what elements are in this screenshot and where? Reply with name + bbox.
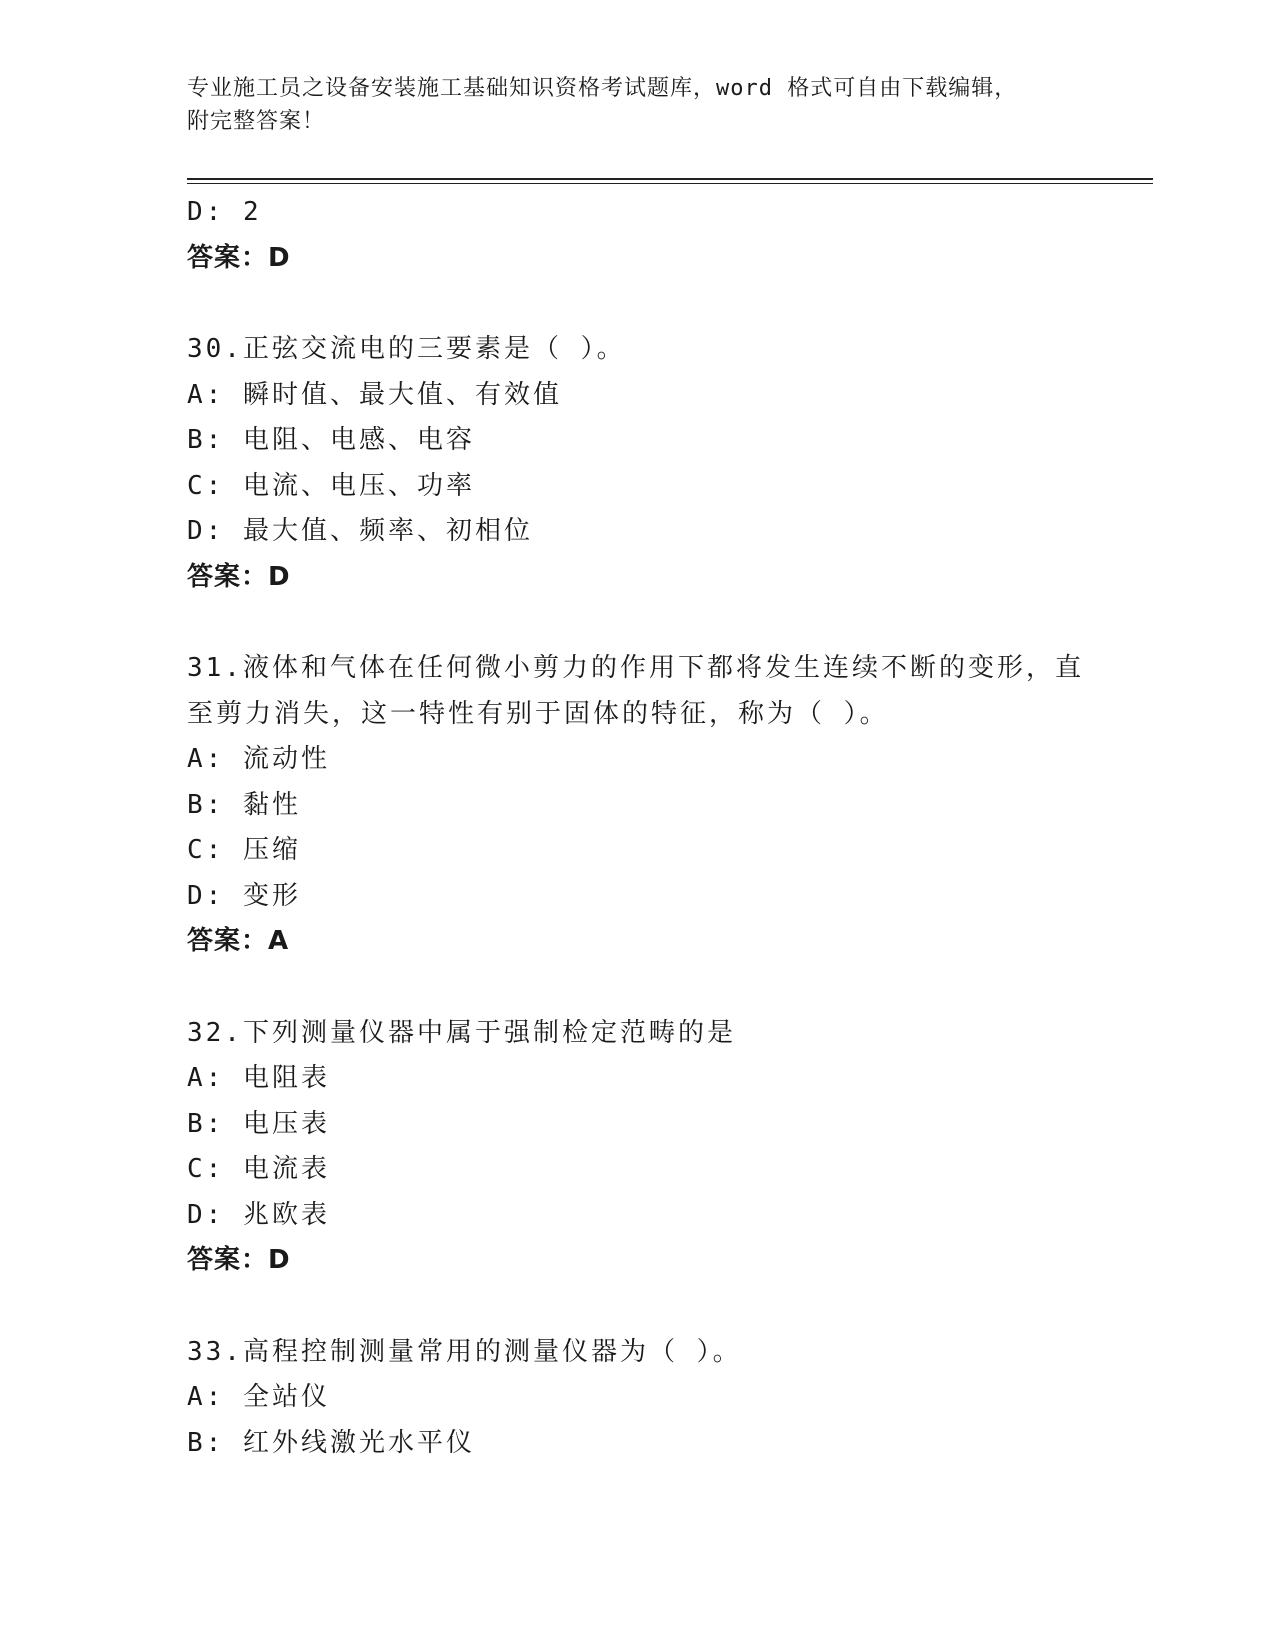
- option-a: A: 流动性: [187, 744, 330, 774]
- header-line-1: 专业施工员之设备安装施工基础知识资格考试题库，word 格式可自由下载编辑，: [187, 76, 1018, 101]
- answer-line: 答案：A: [187, 926, 290, 956]
- answer-line: 答案：D: [187, 1245, 291, 1275]
- question-stem: 33.高程控制测量常用的测量仪器为（ ）。: [187, 1336, 742, 1367]
- spacer: [187, 1284, 1107, 1330]
- spacer: [187, 600, 1107, 646]
- answer-line: 答案：D: [187, 242, 291, 273]
- header-rule-thick: [187, 178, 1153, 180]
- option-a: A: 瞬时值、最大值、有效值: [187, 379, 562, 410]
- option-d: D: 最大值、频率、初相位: [187, 516, 533, 546]
- option-c: C: 压缩: [187, 835, 301, 865]
- answer-line: 答案：D: [187, 561, 291, 592]
- question-stem: 32.下列测量仪器中属于强制检定范畴的是: [187, 1017, 736, 1048]
- option-b: B: 红外线激光水平仪: [187, 1427, 475, 1458]
- question-stem-line-2: 至剪力消失，这一特性有别于固体的特征，称为（ ）。: [187, 698, 889, 729]
- option-c: C: 电流表: [187, 1154, 330, 1184]
- question-list: [187, 190, 1107, 1466]
- header-rule-thin: [187, 183, 1153, 184]
- option-c: C: 电流、电压、功率: [187, 470, 475, 501]
- spacer: [187, 281, 1107, 327]
- option-b: B: 黏性: [187, 789, 301, 820]
- question-stem-line-1: 31.液体和气体在任何微小剪力的作用下都将发生连续不断的变形，直: [187, 653, 1084, 683]
- option-b: B: 电阻、电感、电容: [187, 425, 475, 455]
- page-header: [187, 72, 1067, 138]
- question-33: [187, 1330, 1107, 1467]
- option-d: D: 2: [187, 197, 262, 227]
- option-d: D: 变形: [187, 880, 301, 911]
- option-b: B: 电压表: [187, 1108, 330, 1139]
- question-30: [187, 327, 1107, 600]
- option-a: A: 全站仪: [187, 1382, 330, 1412]
- question-32: [187, 1011, 1107, 1284]
- header-line-2: 附完整答案！: [187, 109, 326, 134]
- option-a: A: 电阻表: [187, 1063, 330, 1093]
- question-stem: 30.正弦交流电的三要素是（ ）。: [187, 334, 626, 364]
- spacer: [187, 965, 1107, 1011]
- question-31: [187, 646, 1107, 965]
- option-d: D: 兆欧表: [187, 1199, 330, 1230]
